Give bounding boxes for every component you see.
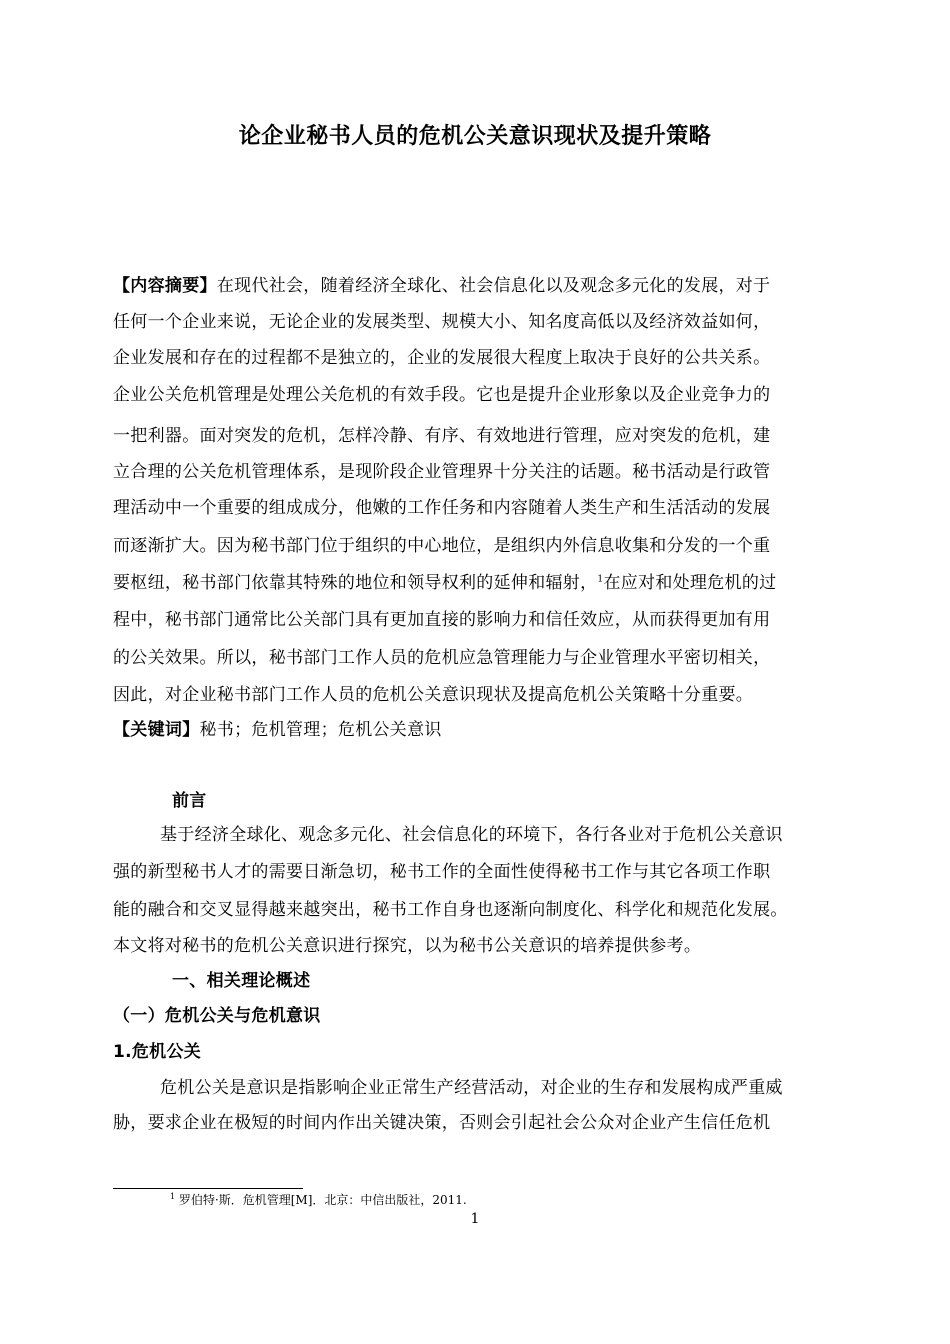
abstract-line-3: 企业发展和存在的过程都不是独立的，企业的发展很大程度上取决于良好的公共关系。 (113, 348, 771, 368)
abstract-line-10: 程中，秘书部门通常比公关部门具有更加直接的影响力和信任效应，从而获得更加有用 (113, 610, 771, 630)
footnote-number: 1 (170, 1192, 176, 1201)
subsubsection-heading: 1.危机公关 (113, 1042, 202, 1062)
preface-line-3: 能的融合和交叉显得越来越突出，秘书工作自身也逐渐向制度化、科学化和规范化发展。 (113, 900, 788, 920)
footnote-text: 罗伯特·斯．危机管理[M]．北京：中信出版社，2011. (178, 1193, 467, 1207)
abstract-line-5: 一把利器。面对突发的危机，怎样冷静、有序、有效地进行管理，应对突发的危机，建 (113, 426, 771, 446)
keywords-label: 【关键词】 (113, 720, 200, 740)
abstract-label: 【内容摘要】 (113, 276, 217, 296)
section-line-1: 危机公关是意识是指影响企业正常生产经营活动，对企业的生存和发展构成严重威 (160, 1078, 783, 1098)
subsection-heading: （一）危机公关与危机意识 (113, 1006, 321, 1026)
abstract-line-4: 企业公关危机管理是处理公关危机的有效手段。它也是提升企业形象以及企业竞争力的 (113, 385, 771, 405)
section-heading: 一、相关理论概述 (172, 971, 311, 991)
abstract-text-9b: 在应对和处理危机的过 (603, 573, 777, 593)
abstract-line-8: 而逐渐扩大。因为秘书部门位于组织的中心地位，是组织内外信息收集和分发的一个重 (113, 536, 771, 556)
preface-line-4: 本文将对秘书的危机公关意识进行探究，以为秘书公关意识的培养提供参考。 (113, 936, 702, 956)
preface-heading: 前言 (172, 791, 207, 811)
abstract-line-9 (113, 571, 776, 595)
footnote-ref: 1 (597, 574, 604, 585)
abstract-text-1: 在现代社会，随着经济全球化、社会信息化以及观念多元化的发展，对于 (216, 276, 771, 296)
abstract-line-6: 立合理的公关危机管理体系，是现阶段企业管理界十分关注的话题。秘书活动是行政管 (113, 462, 771, 482)
abstract-line-11: 的公关效果。所以，秘书部门工作人员的危机应急管理能力与企业管理水平密切相关， (113, 648, 771, 668)
abstract-line-1 (113, 274, 770, 298)
abstract-line-7: 理活动中一个重要的组成成分，他嫩的工作任务和内容随着人类生产和生活活动的发展 (113, 498, 771, 518)
preface-line-1: 基于经济全球化、观念多元化、社会信息化的环境下，各行各业对于危机公关意识 (160, 825, 783, 845)
abstract-line-12: 因此，对企业秘书部门工作人员的危机公关意识现状及提高危机公关策略十分重要。 (113, 685, 754, 705)
footnote-divider (113, 1188, 303, 1189)
keywords-line (113, 718, 442, 742)
section-line-2: 胁，要求企业在极短的时间内作出关键决策，否则会引起社会公众对企业产生信任危机 (113, 1113, 771, 1133)
document-title: 论企业秘书人员的危机公关意识现状及提升策略 (238, 124, 712, 149)
footnote (170, 1192, 467, 1208)
abstract-line-2: 任何一个企业来说，无论企业的发展类型、规模大小、知名度高低以及经济效益如何， (113, 312, 771, 332)
keywords-text: 秘书；危机管理；危机公关意识 (199, 720, 442, 740)
page-number: 1 (470, 1211, 480, 1227)
preface-line-2: 强的新型秘书人才的需要日渐急切，秘书工作的全面性使得秘书工作与其它各项工作职 (113, 862, 771, 882)
abstract-text-9a: 要枢纽，秘书部门依靠其特殊的地位和领导权利的延伸和辐射， (113, 573, 598, 593)
